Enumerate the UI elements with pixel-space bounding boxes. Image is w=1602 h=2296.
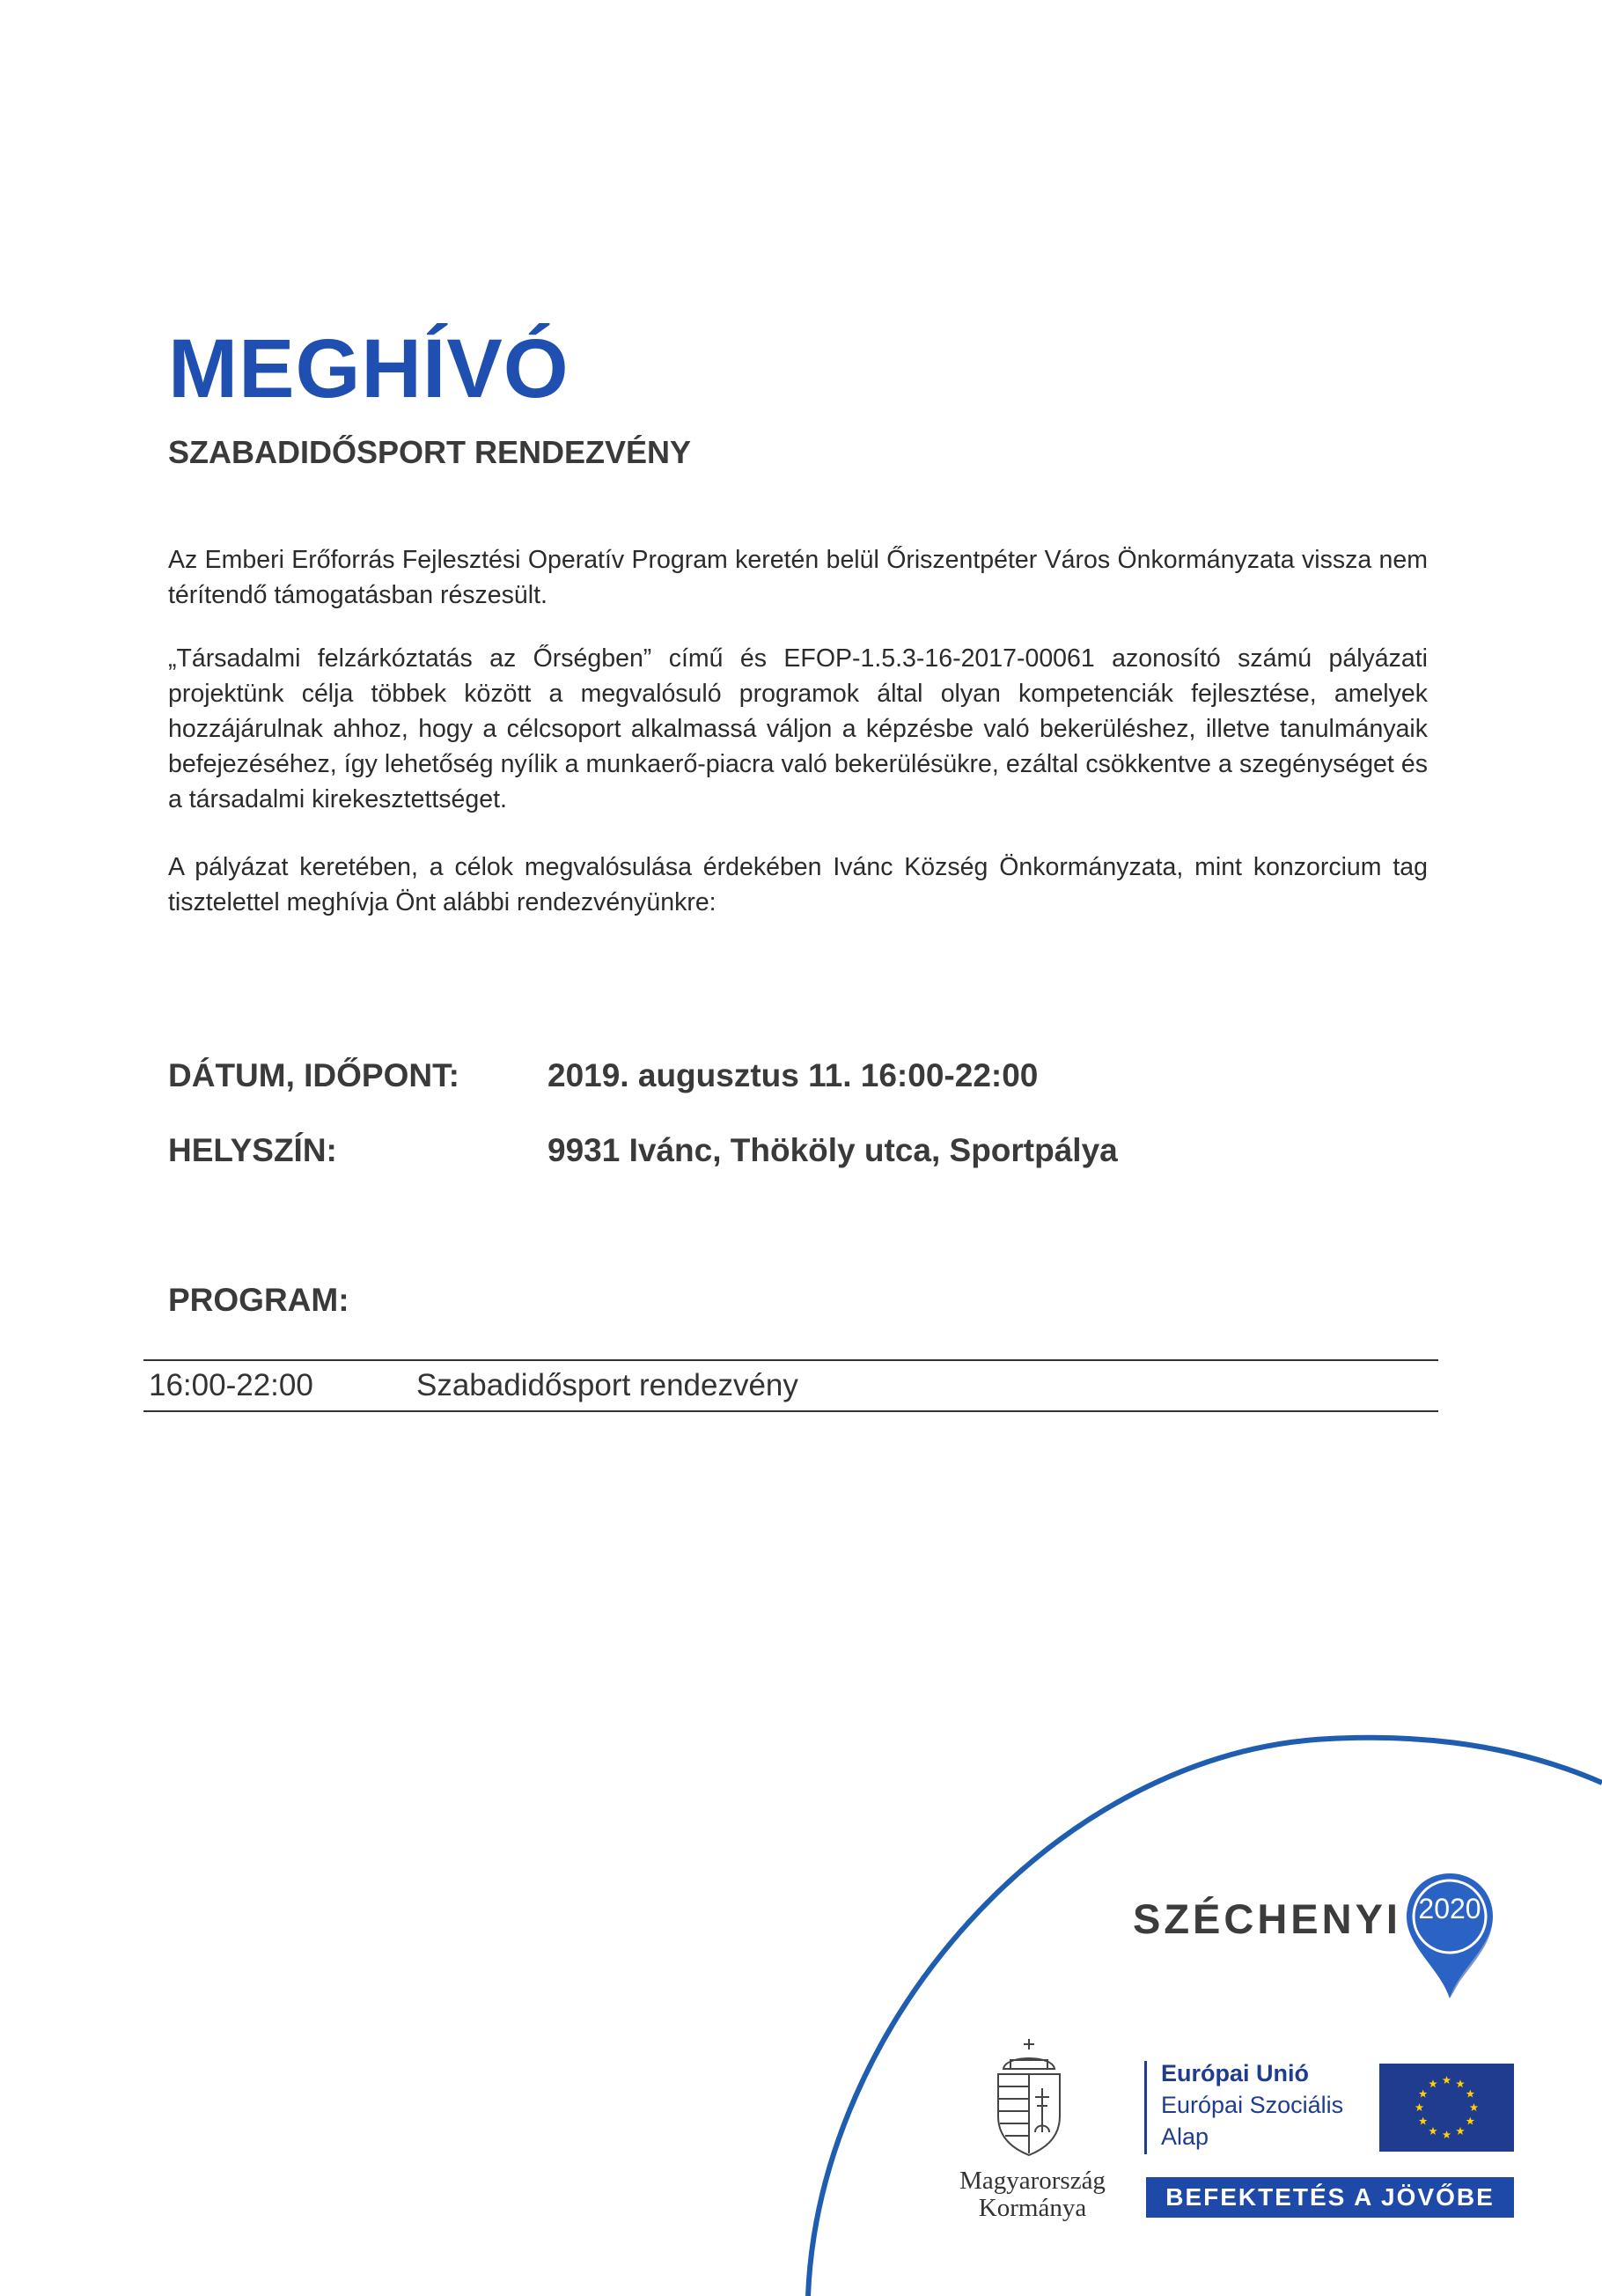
program-row-activity: Szabadidősport rendezvény xyxy=(416,1368,798,1402)
invest-slogan-bar: BEFEKTETÉS A JÖVŐBE xyxy=(1146,2177,1514,2218)
government-line-1: Magyarország xyxy=(959,2167,1106,2195)
government-label xyxy=(935,2167,1130,2222)
szechenyi-year: 2020 xyxy=(1418,1893,1481,1924)
place-value: 9931 Ivánc, Thököly utca, Sportpálya xyxy=(547,1132,1118,1168)
szechenyi-logo-text: SZÉCHENYI xyxy=(1133,1895,1401,1942)
intro-paragraph: Az Emberi Erőforrás Fejlesztési Operatív Program keretén belül Őriszentpéter Város Önkormányzata vissza nem térítendő támogatásban részesült. xyxy=(168,546,1428,609)
szechenyi-pin-icon xyxy=(1405,1872,1495,2002)
eu-divider xyxy=(1144,2061,1147,2154)
page-title: MEGHÍVÓ xyxy=(168,322,570,416)
government-line-2: Kormánya xyxy=(978,2194,1087,2222)
date-value: 2019. augusztus 11. 16:00-22:00 xyxy=(547,1057,1039,1093)
place-label: HELYSZÍN: xyxy=(168,1132,337,1168)
eu-flag-icon xyxy=(1379,2064,1514,2152)
invitation-paragraph: A pályázat keretében, a célok megvalósulása érdekében Ivánc Község Önkormányzata, mint konzorcium tag tisztelettel meghívja Önt alábbi rendezvényünkre: xyxy=(168,853,1428,916)
eu-label-line-2: Európai Szociális xyxy=(1161,2092,1344,2118)
date-label: DÁTUM, IDŐPONT: xyxy=(168,1057,459,1093)
eu-label-line-3: Alap xyxy=(1161,2123,1209,2150)
program-table xyxy=(143,1359,1438,1412)
hungarian-coat-of-arms-icon xyxy=(986,2035,1072,2159)
project-paragraph: „Társadalmi felzárkóztatás az Őrségben” című és EFOP-1.5.3-16-2017-00061 azonosító számú pályázati projektünk célja többek között a megvalósuló programok által olyan kompetenciák fejlesztése, amelyek hozzájárulnak ahhoz, hogy a célcsoport alkalmassá váljon a képzésbe való bekerüléshez, illetve tanulmányaik befejezéséhez, így lehetőség nyílik a munkaerő-piacra való bekerülésükre, ezáltal csökkentve a szegénységet és a társadalmi kirekesztettséget. xyxy=(168,644,1428,813)
eu-label-line-1: Európai Unió xyxy=(1161,2060,1309,2086)
program-row-time: 16:00-22:00 xyxy=(149,1368,313,1402)
program-label: PROGRAM: xyxy=(168,1282,349,1318)
page-subtitle: SZABADIDŐSPORT RENDEZVÉNY xyxy=(168,434,692,470)
